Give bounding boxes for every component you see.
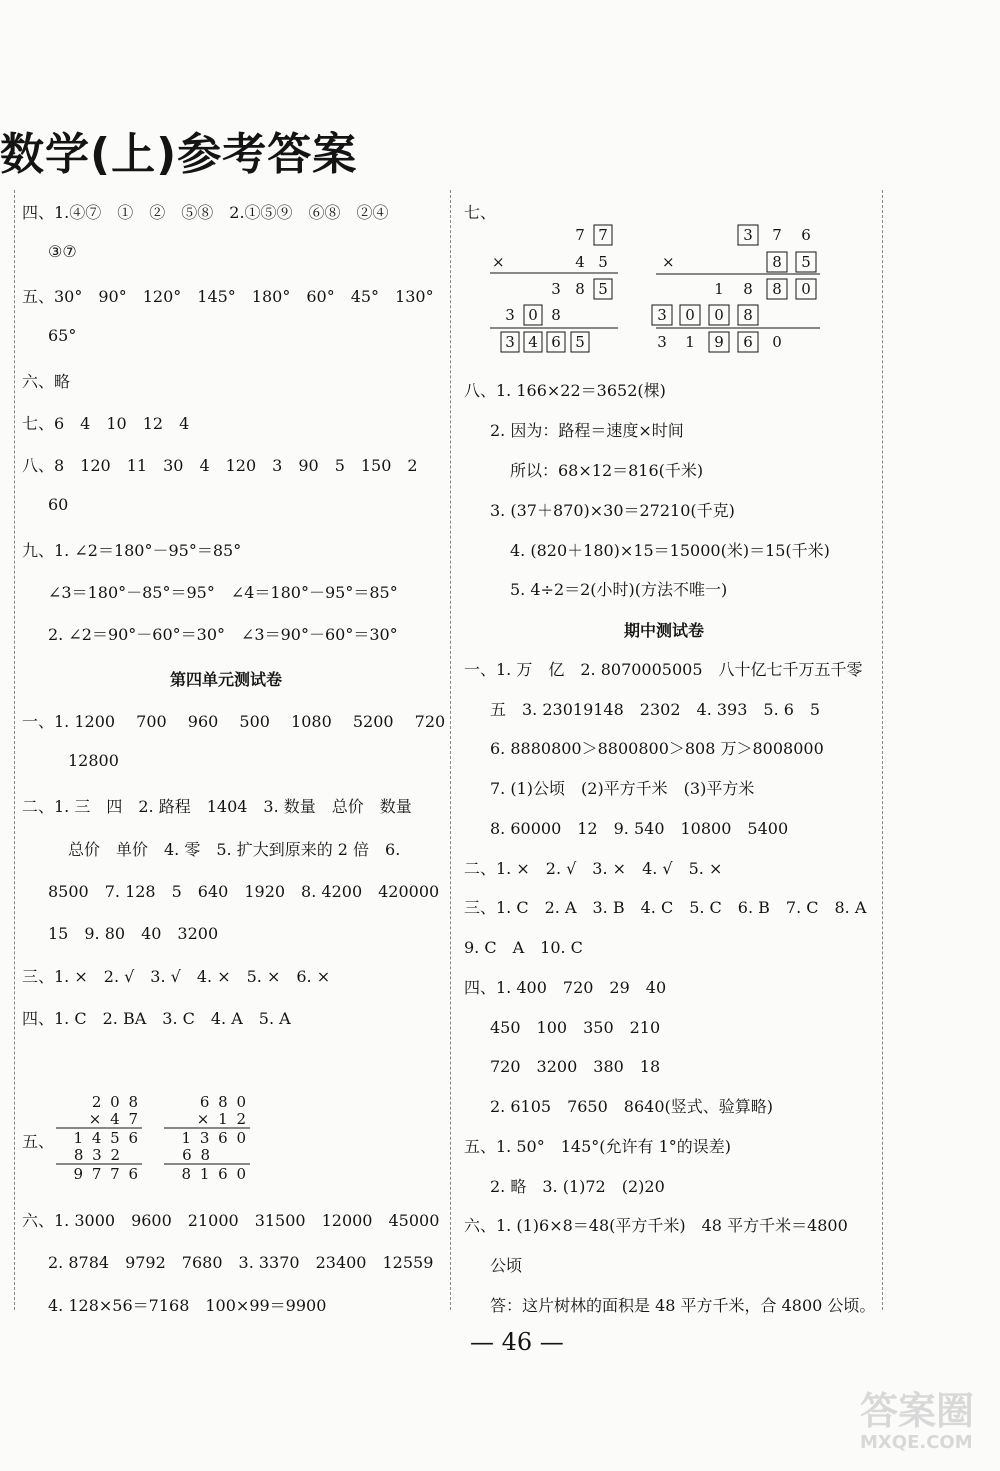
answer-line: 四、1. C 2. BA 3. C 4. A 5. A [22,1009,291,1028]
vertical-calc-1 [52,1088,152,1188]
calc-digits: 6 8 0 [199,1093,248,1111]
answer-line: 2. 因为：路程＝速度×时间 [490,421,684,440]
puzzle-digit: 3 [505,333,515,351]
answer-line: 7. (1)公顷 (2)平方千米 (3)平方米 [490,779,755,798]
answer-line: 4. (820＋180)×15＝15000(米)＝15(千米) [510,541,830,560]
answer-line: ∠3＝180°－85°＝95° ∠4＝180°－95°＝85° [48,583,398,602]
puzzle-digit: 5 [598,280,608,298]
answer-line: 四、1.④⑦ ① ② ⑤⑧ 2.①⑤⑨ ⑥⑧ ②④ [22,203,389,222]
answer-line: 三、1. × 2. √ 3. √ 4. × 5. × 6. × [22,967,331,986]
puzzle-digit: 4 [575,253,585,271]
answer-line: 65° [48,326,77,345]
answer-line: 5. 4÷2＝2(小时)(方法不唯一) [510,580,728,599]
puzzle-digit: 5 [801,253,811,271]
answer-line: ③⑦ [48,242,77,261]
puzzle-digit: 0 [528,306,538,324]
answer-line: 一、1. 万 亿 2. 8070005005 八十亿七千万五千零 [464,660,863,679]
watermark-url: MXQE.COM [860,1432,973,1453]
answer-line: 答：这片树林的面积是 48 平方千米，合 4800 公顷。 [490,1296,876,1315]
puzzle-digit: × [662,253,675,271]
answer-line: 3. (37＋870)×30＝27210(千克) [490,501,735,520]
left-margin-line [14,190,15,1310]
puzzle-digit: 0 [685,306,695,324]
section-label: 七、 [464,203,497,222]
answer-line: 二、1. 三 四 2. 路程 1404 3. 数量 总价 数量 [22,797,412,816]
answer-line: 六、1. 3000 9600 21000 31500 12000 45000 [22,1211,440,1230]
puzzle-digit: 3 [551,280,561,298]
answer-line: 四、1. 400 720 29 40 [464,978,667,997]
section-label: 五、 [22,1132,55,1151]
puzzle-digit: 8 [772,280,782,298]
puzzle-digit: 6 [551,333,561,351]
answer-line: 五、30° 90° 120° 145° 180° 60° 45° 130° [22,287,434,306]
puzzle-digit: 8 [743,280,753,298]
puzzle-digit: 3 [657,333,667,351]
answer-line: 9. C A 10. C [464,938,583,957]
answer-line: 六、略 [22,372,71,391]
puzzle-digit: 6 [801,226,811,244]
answer-line: 2. ∠2＝90°－60°＝30° ∠3＝90°－60°＝30° [48,625,398,644]
puzzle-digit: 3 [657,306,667,324]
column-divider [450,190,451,1310]
answer-line: 4. 128×56＝7168 100×99＝9900 [48,1296,327,1315]
answer-line: 五、1. 50° 145°(允许有 1°的误差) [464,1137,732,1156]
puzzle-digit: 5 [575,333,585,351]
answer-line: 所以：68×12＝816(千米) [510,461,704,480]
puzzle-digit: 0 [801,280,811,298]
answer-line: 五 3. 23019148 2302 4. 393 5. 6 5 [490,700,821,719]
answer-line: 15 9. 80 40 3200 [48,924,219,943]
watermark-text: 答案圈 [860,1389,975,1433]
multiplication-puzzle-1 [486,222,626,357]
answer-line: 60 [48,495,69,514]
calc-digits: 9 7 7 6 [73,1165,140,1183]
calc-digits: 1 3 6 0 [181,1129,248,1147]
puzzle-digit: 1 [685,333,695,351]
answer-line: 六、1. (1)6×8＝48(平方千米) 48 平方千米＝4800 [464,1216,848,1235]
puzzle-digit: 8 [743,306,753,324]
answer-line: 一、1. 1200 700 960 500 1080 5200 720 [22,712,446,731]
watermark-logo [860,1390,990,1460]
puzzle-digit: 3 [743,226,753,244]
puzzle-digit: 6 [743,333,753,351]
answer-line: 八、1. 166×22＝3652(棵) [464,381,666,400]
section-title: 第四单元测试卷 [170,670,283,689]
page-title: 数学(上)参考答案 [0,129,358,180]
answer-line: 二、1. × 2. √ 3. × 4. √ 5. × [464,859,723,878]
answer-line: 八、8 120 11 30 4 120 3 90 5 150 2 [22,456,418,475]
puzzle-digit: 0 [714,306,724,324]
right-margin-line [882,190,883,1310]
puzzle-digit: 1 [714,280,724,298]
answer-line: 8. 60000 12 9. 540 10800 5400 [490,819,789,838]
answer-line: 总价 单价 4. 零 5. 扩大到原来的 2 倍 6. [68,840,401,859]
answer-line: 三、1. C 2. A 3. B 4. C 5. C 6. B 7. C 8. A [464,898,867,917]
puzzle-digit: × [492,253,505,271]
answer-line: 九、1. ∠2＝180°－95°＝85° [22,541,242,560]
puzzle-digit: 0 [772,333,782,351]
puzzle-digit: 8 [772,253,782,271]
puzzle-digit: 5 [598,253,608,271]
answer-line: 12800 [68,751,119,770]
puzzle-digit: 3 [505,306,515,324]
multiplication-puzzle-2 [650,222,830,357]
puzzle-digit: 9 [714,333,724,351]
answer-line: 450 100 350 210 [490,1018,661,1037]
vertical-calc-2 [160,1088,260,1188]
answer-line: 2. 略 3. (1)72 (2)20 [490,1177,665,1196]
answer-line: 8500 7. 128 5 640 1920 8. 4200 420000 [48,882,440,901]
section-title: 期中测试卷 [624,621,705,640]
puzzle-digit: 7 [772,226,782,244]
answer-line: 6. 8880800＞8800800＞808 万＞8008000 [490,739,824,758]
puzzle-digit: 7 [575,226,585,244]
answer-line: 720 3200 380 18 [490,1057,661,1076]
calc-digits: 2 0 8 [91,1093,140,1111]
puzzle-digit: 8 [575,280,585,298]
answer-line: 公顷 [490,1256,523,1275]
puzzle-digit: 8 [551,306,561,324]
answer-line: 七、6 4 10 12 4 [22,414,190,433]
calc-digits: × 1 2 [196,1110,248,1128]
calc-digits: 1 4 5 6 [73,1129,140,1147]
answer-line: 2. 8784 9792 7680 3. 3370 23400 12559 [48,1253,434,1272]
calc-digits: 8 1 6 0 [181,1165,248,1183]
calc-digits: 6 8 [182,1146,212,1164]
puzzle-digit: 7 [598,226,608,244]
page-number: — 46 — [470,1328,564,1356]
calc-digits: × 4 7 [88,1110,140,1128]
puzzle-digit: 4 [528,333,538,351]
calc-digits: 8 3 2 [73,1146,122,1164]
answer-line: 2. 6105 7650 8640(竖式、验算略) [490,1097,773,1116]
